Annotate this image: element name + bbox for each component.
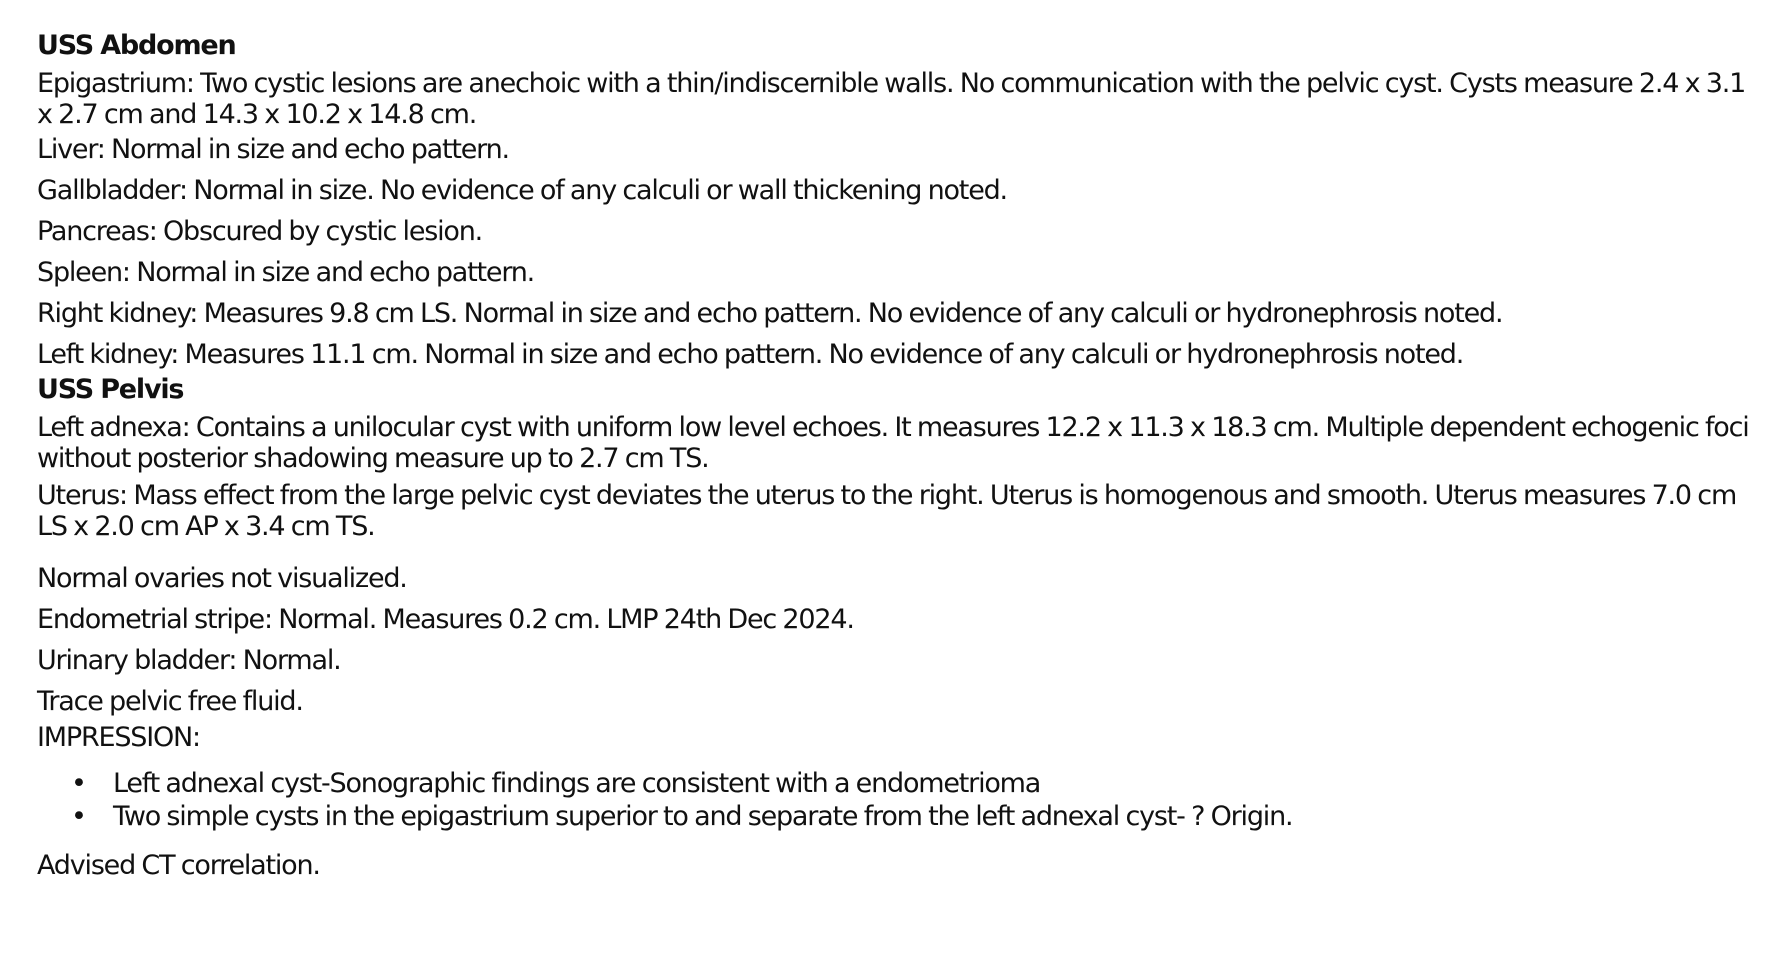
impression-item-text: Two simple cysts in the epigastrium superior to and separate from the left adnexal cyst- ? Origin.	[113, 801, 1293, 832]
left-adnexa-finding: Left adnexa: Contains a unilocular cyst with uniform low level echoes. It measures 12.2 x 11.3 x 18.3 cm. Multiple dependent echogenic foci without posterior shadowing measure up to 2.7 cm TS.	[37, 412, 1749, 474]
free-fluid-finding: Trace pelvic free fluid.	[37, 686, 303, 717]
list-item	[37, 767, 1762, 800]
pelvis-heading: USS Pelvis	[37, 374, 184, 405]
ultrasound-report	[37, 30, 1762, 892]
list-item	[37, 800, 1762, 833]
abdomen-heading: USS Abdomen	[37, 30, 236, 61]
liver-finding: Liver: Normal in size and echo pattern.	[37, 134, 509, 165]
ovaries-finding: Normal ovaries not visualized.	[37, 563, 407, 594]
right-kidney-finding: Right kidney: Measures 9.8 cm LS. Normal in size and echo pattern. No evidence of any calculi or hydronephrosis noted.	[37, 298, 1503, 329]
uterus-finding: Uterus: Mass effect from the large pelvic cyst deviates the uterus to the right. Uterus is homogenous and smooth. Uterus measures 7.0 cm LS x 2.0 cm AP x 3.4 cm TS.	[37, 480, 1737, 542]
closing-recommendation: Advised CT correlation.	[37, 850, 320, 881]
bullet-marker: •	[71, 768, 86, 799]
left-kidney-finding: Left kidney: Measures 11.1 cm. Normal in size and echo pattern. No evidence of any calculi or hydronephrosis noted.	[37, 339, 1464, 370]
impression-label: IMPRESSION:	[37, 722, 200, 753]
impression-item-text: Left adnexal cyst-Sonographic findings are consistent with a endometrioma	[113, 768, 1041, 799]
gallbladder-finding: Gallbladder: Normal in size. No evidence of any calculi or wall thickening noted.	[37, 175, 1007, 206]
impression-list	[37, 767, 1762, 833]
pancreas-finding: Pancreas: Obscured by cystic lesion.	[37, 216, 483, 247]
urinary-bladder-finding: Urinary bladder: Normal.	[37, 645, 341, 676]
epigastrium-finding: Epigastrium: Two cystic lesions are anechoic with a thin/indiscernible walls. No communication with the pelvic cyst. Cysts measure 2.4 x 3.1 x 2.7 cm and 14.3 x 10.2 x 14.8 cm.	[37, 68, 1746, 130]
endometrial-stripe-finding: Endometrial stripe: Normal. Measures 0.2 cm. LMP 24th Dec 2024.	[37, 604, 854, 635]
spleen-finding: Spleen: Normal in size and echo pattern.	[37, 257, 535, 288]
bullet-marker: •	[71, 801, 86, 832]
paragraph-gap	[37, 542, 1762, 564]
